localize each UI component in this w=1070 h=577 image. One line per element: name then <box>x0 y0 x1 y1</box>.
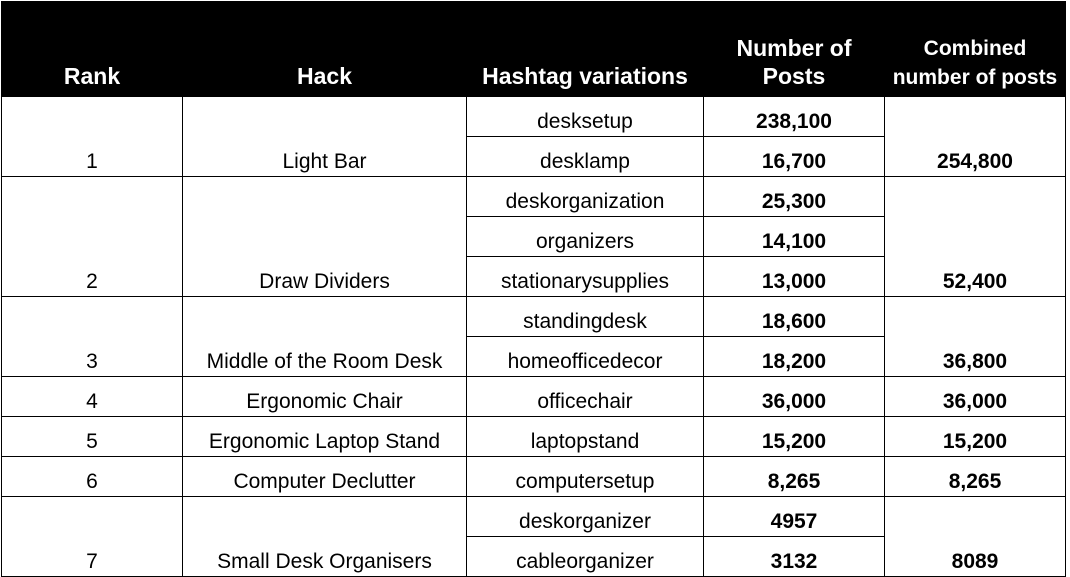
hashtag-cell: deskorganizer <box>467 497 704 537</box>
table-row <box>2 377 1066 417</box>
header-rank: Rank <box>2 2 183 97</box>
hack-cell: Ergonomic Laptop Stand <box>183 417 467 457</box>
combined-posts-cell: 15,200 <box>885 417 1066 457</box>
table-row <box>2 97 1066 137</box>
rank-cell: 6 <box>2 457 183 497</box>
combined-posts-cell: 8089 <box>885 497 1066 577</box>
hack-cell: Ergonomic Chair <box>183 377 467 417</box>
table-row <box>2 177 1066 217</box>
hashtag-cell: homeofficedecor <box>467 337 704 377</box>
posts-cell: 238,100 <box>704 97 885 137</box>
combined-posts-cell: 36,000 <box>885 377 1066 417</box>
posts-cell: 18,600 <box>704 297 885 337</box>
header-hack: Hack <box>183 2 467 97</box>
hack-cell: Middle of the Room Desk <box>183 297 467 377</box>
hashtag-cell: officechair <box>467 377 704 417</box>
rank-cell: 3 <box>2 297 183 377</box>
posts-cell: 25,300 <box>704 177 885 217</box>
header-combined-number-of-posts: Combined number of posts <box>885 2 1066 97</box>
table-body <box>2 97 1066 577</box>
header-row <box>2 2 1066 97</box>
posts-cell: 18,200 <box>704 337 885 377</box>
header-number-of-posts: Number of Posts <box>704 2 885 97</box>
posts-cell: 14,100 <box>704 217 885 257</box>
table-row <box>2 497 1066 537</box>
table-row <box>2 457 1066 497</box>
table-row <box>2 417 1066 457</box>
posts-cell: 13,000 <box>704 257 885 297</box>
posts-cell: 16,700 <box>704 137 885 177</box>
rank-cell: 2 <box>2 177 183 297</box>
hashtag-cell: deskorganization <box>467 177 704 217</box>
hack-cell: Computer Declutter <box>183 457 467 497</box>
hack-cell: Small Desk Organisers <box>183 497 467 577</box>
rank-cell: 7 <box>2 497 183 577</box>
posts-cell: 15,200 <box>704 417 885 457</box>
hashtag-cell: cableorganizer <box>467 537 704 577</box>
posts-cell: 4957 <box>704 497 885 537</box>
hack-cell: Draw Dividers <box>183 177 467 297</box>
hack-cell: Light Bar <box>183 97 467 177</box>
table-header <box>2 2 1066 97</box>
rank-cell: 5 <box>2 417 183 457</box>
table-row <box>2 297 1066 337</box>
combined-posts-cell: 52,400 <box>885 177 1066 297</box>
combined-posts-cell: 36,800 <box>885 297 1066 377</box>
hashtag-cell: standingdesk <box>467 297 704 337</box>
combined-posts-cell: 254,800 <box>885 97 1066 177</box>
hashtag-cell: desklamp <box>467 137 704 177</box>
hashtag-cell: organizers <box>467 217 704 257</box>
hashtag-cell: stationarysupplies <box>467 257 704 297</box>
posts-cell: 3132 <box>704 537 885 577</box>
rank-cell: 4 <box>2 377 183 417</box>
combined-posts-cell: 8,265 <box>885 457 1066 497</box>
hashtag-cell: desksetup <box>467 97 704 137</box>
hashtag-ranking-table <box>1 1 1066 577</box>
posts-cell: 8,265 <box>704 457 885 497</box>
posts-cell: 36,000 <box>704 377 885 417</box>
hashtag-cell: computersetup <box>467 457 704 497</box>
hashtag-cell: laptopstand <box>467 417 704 457</box>
header-hashtag-variations: Hashtag variations <box>467 2 704 97</box>
rank-cell: 1 <box>2 97 183 177</box>
